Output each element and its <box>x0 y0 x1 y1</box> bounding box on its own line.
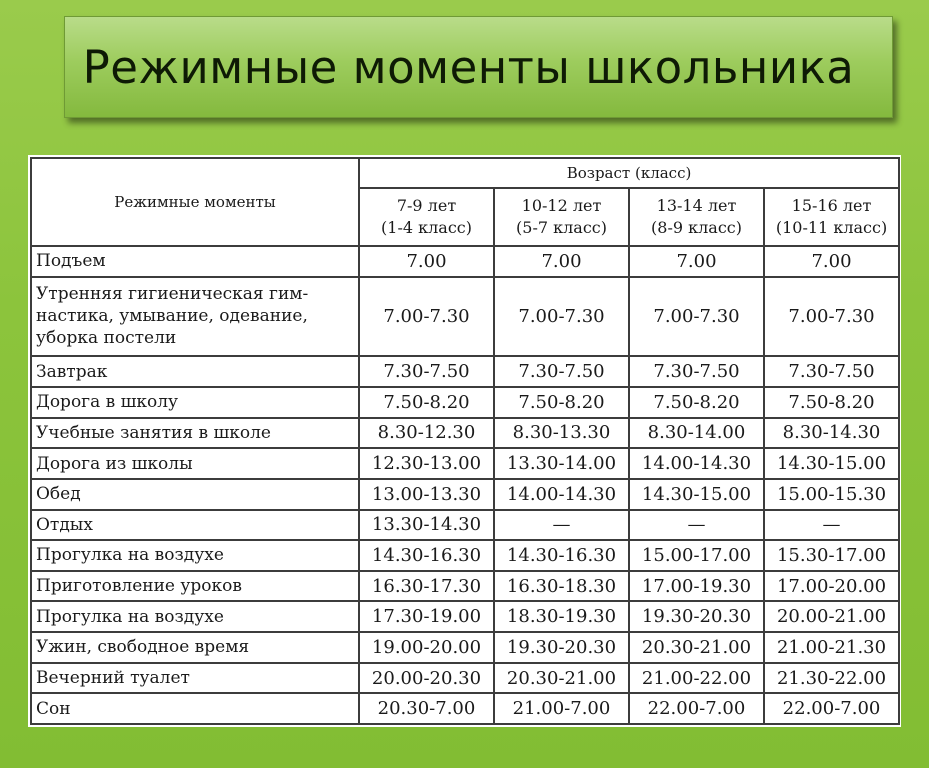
age-group-class: (8-9 класс) <box>651 218 742 237</box>
time-cell: 20.00-21.00 <box>764 601 899 632</box>
table-row <box>31 632 899 663</box>
time-cell: 17.00-19.30 <box>629 571 764 602</box>
time-cell: 7.50-8.20 <box>494 387 629 418</box>
time-cell: 7.50-8.20 <box>359 387 494 418</box>
schedule-table-container <box>28 155 901 727</box>
row-moment-name: Отдых <box>31 510 359 541</box>
column-header-moments: Режимные моменты <box>31 158 359 246</box>
time-cell: 14.00-14.30 <box>629 448 764 479</box>
schedule-table-body <box>31 246 899 724</box>
table-row <box>31 510 899 541</box>
schedule-table <box>30 157 900 725</box>
time-cell: 7.00-7.30 <box>359 277 494 357</box>
table-row <box>31 277 899 357</box>
row-moment-name: Обед <box>31 479 359 510</box>
age-group-years: 15-16 лет <box>791 196 872 215</box>
time-cell: 19.30-20.30 <box>494 632 629 663</box>
time-cell: 7.00 <box>494 246 629 277</box>
time-cell: 14.30-16.30 <box>494 540 629 571</box>
row-moment-name: Вечерний туалет <box>31 663 359 694</box>
age-group-years: 13-14 лет <box>656 196 737 215</box>
time-cell: 13.00-13.30 <box>359 479 494 510</box>
time-cell: 8.30-14.00 <box>629 418 764 449</box>
time-cell: 19.30-20.30 <box>629 601 764 632</box>
time-cell: 16.30-18.30 <box>494 571 629 602</box>
time-cell: 7.00-7.30 <box>764 277 899 357</box>
table-row <box>31 387 899 418</box>
time-cell: 15.00-15.30 <box>764 479 899 510</box>
header-row-top <box>31 158 899 188</box>
title-banner <box>64 16 893 118</box>
row-moment-name: Учебные занятия в школе <box>31 418 359 449</box>
time-cell: 13.30-14.00 <box>494 448 629 479</box>
row-moment-name: Подъем <box>31 246 359 277</box>
time-cell: 14.00-14.30 <box>494 479 629 510</box>
row-moment-name <box>31 277 359 357</box>
table-row <box>31 540 899 571</box>
time-cell: 20.30-21.00 <box>629 632 764 663</box>
row-moment-name: Завтрак <box>31 356 359 387</box>
table-row <box>31 663 899 694</box>
table-row <box>31 448 899 479</box>
time-cell: 20.00-20.30 <box>359 663 494 694</box>
time-cell: 7.50-8.20 <box>629 387 764 418</box>
time-cell: 14.30-15.00 <box>629 479 764 510</box>
age-group-years: 10-12 лет <box>521 196 602 215</box>
time-cell: 8.30-14.30 <box>764 418 899 449</box>
column-header-age: Возраст (класс) <box>359 158 899 188</box>
table-row <box>31 246 899 277</box>
row-moment-name: Ужин, свободное время <box>31 632 359 663</box>
table-row <box>31 601 899 632</box>
time-cell: 17.30-19.00 <box>359 601 494 632</box>
age-group-header <box>494 188 629 246</box>
age-group-class: (5-7 класс) <box>516 218 607 237</box>
time-cell: 7.00 <box>764 246 899 277</box>
row-moment-name-line: Утренняя гигиеническая гим- <box>36 284 309 305</box>
age-group-header <box>359 188 494 246</box>
time-cell: 15.00-17.00 <box>629 540 764 571</box>
time-cell: 14.30-16.30 <box>359 540 494 571</box>
time-cell: 21.00-21.30 <box>764 632 899 663</box>
age-group-years: 7-9 лет <box>396 196 457 215</box>
time-cell: 20.30-7.00 <box>359 693 494 724</box>
time-cell: 7.30-7.50 <box>764 356 899 387</box>
time-cell: 7.00-7.30 <box>629 277 764 357</box>
time-cell: 7.50-8.20 <box>764 387 899 418</box>
time-cell: 16.30-17.30 <box>359 571 494 602</box>
time-cell: 7.00 <box>359 246 494 277</box>
time-cell: 22.00-7.00 <box>629 693 764 724</box>
time-cell: 7.00-7.30 <box>494 277 629 357</box>
time-cell: 17.00-20.00 <box>764 571 899 602</box>
time-cell: 19.00-20.00 <box>359 632 494 663</box>
row-moment-name-line: уборка постели <box>36 328 177 349</box>
row-moment-name: Сон <box>31 693 359 724</box>
time-cell: 7.30-7.50 <box>629 356 764 387</box>
page-title: Режимные моменты школьника <box>82 40 855 94</box>
time-cell: 21.00-22.00 <box>629 663 764 694</box>
time-cell: 21.30-22.00 <box>764 663 899 694</box>
age-group-class: (10-11 класс) <box>775 218 888 237</box>
table-row <box>31 571 899 602</box>
age-group-header <box>629 188 764 246</box>
time-cell: 7.30-7.50 <box>494 356 629 387</box>
time-cell: 12.30-13.00 <box>359 448 494 479</box>
row-moment-name: Дорога в школу <box>31 387 359 418</box>
table-row <box>31 356 899 387</box>
table-row <box>31 418 899 449</box>
time-cell: 20.30-21.00 <box>494 663 629 694</box>
age-group-header <box>764 188 899 246</box>
row-moment-name: Прогулка на воздухе <box>31 601 359 632</box>
time-cell: 13.30-14.30 <box>359 510 494 541</box>
time-cell: 21.00-7.00 <box>494 693 629 724</box>
time-cell: 18.30-19.30 <box>494 601 629 632</box>
time-cell: 7.30-7.50 <box>359 356 494 387</box>
row-moment-name: Приготовление уроков <box>31 571 359 602</box>
table-row <box>31 693 899 724</box>
time-cell: 7.00 <box>629 246 764 277</box>
row-moment-name-line: настика, умывание, одевание, <box>36 306 308 327</box>
time-cell: 14.30-15.00 <box>764 448 899 479</box>
time-cell: — <box>629 510 764 541</box>
table-row <box>31 479 899 510</box>
time-cell: — <box>494 510 629 541</box>
time-cell: — <box>764 510 899 541</box>
time-cell: 22.00-7.00 <box>764 693 899 724</box>
time-cell: 8.30-13.30 <box>494 418 629 449</box>
row-moment-name: Дорога из школы <box>31 448 359 479</box>
row-moment-name: Прогулка на воздухе <box>31 540 359 571</box>
time-cell: 8.30-12.30 <box>359 418 494 449</box>
age-group-class: (1-4 класс) <box>381 218 472 237</box>
time-cell: 15.30-17.00 <box>764 540 899 571</box>
